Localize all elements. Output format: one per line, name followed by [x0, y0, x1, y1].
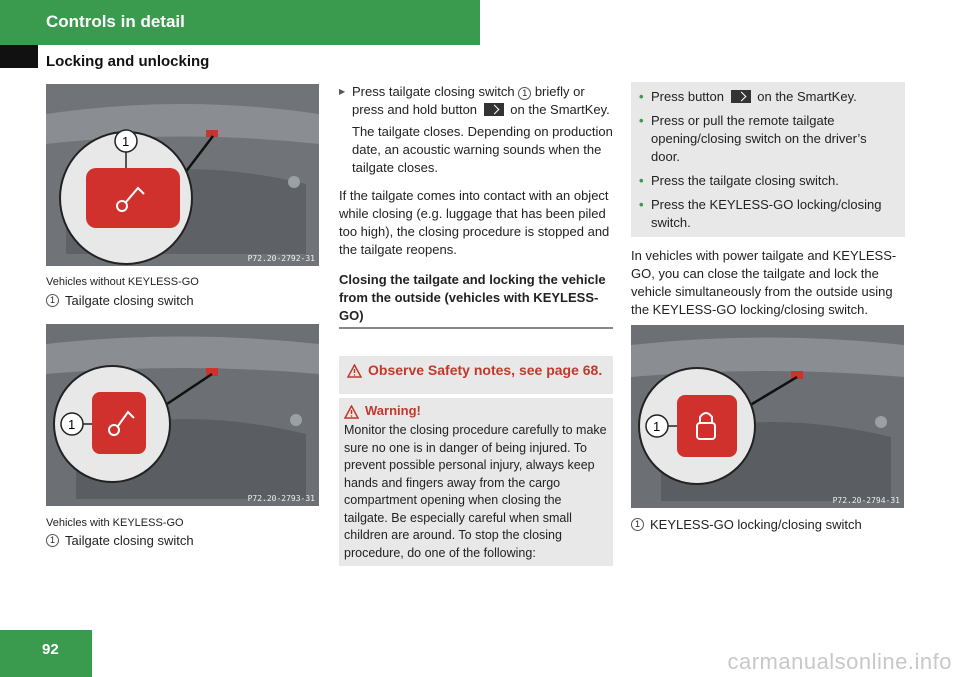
figure3-callout: [631, 517, 862, 532]
bullet-text: Press button: [651, 89, 724, 104]
bullet-item: • Press the tailgate closing switch.: [639, 172, 897, 190]
warning-triangle-icon: [347, 364, 362, 378]
figure1-callout: [46, 293, 194, 308]
warning-title: Warning!: [365, 403, 421, 418]
bullet-item: [639, 88, 897, 106]
section-title: Controls in detail: [46, 12, 185, 31]
svg-text:1: 1: [122, 134, 130, 149]
photo-tailgate-1: [46, 84, 319, 266]
svg-text:1: 1: [68, 417, 76, 432]
smartkey-close-button-icon: [731, 90, 751, 103]
figure2-subcaption: Vehicles with KEYLESS-GO: [46, 517, 184, 529]
instruction-step: [339, 83, 613, 119]
figure-tailgate-switch-2: [46, 324, 319, 506]
warning-triangle-icon: [344, 405, 359, 419]
paragraph: If the tailgate comes into contact with an object while closing (e.g. luggage that has been piled too high), the closing procedure is stopped and the tailgate reopens.: [339, 188, 610, 257]
safety-notice-text: Observe Safety notes, see page 68.: [368, 362, 603, 378]
warning-header: [344, 403, 608, 419]
svg-text:1: 1: [653, 419, 661, 434]
right-paragraph: In vehicles with power tailgate and KEYLESS-GO, you can close the tailgate and lock the vehicle simultaneously from the outside using the KEYLESS-GO locking/closing switch.: [631, 248, 897, 317]
stop-options-box: [631, 82, 905, 237]
callout-number: 1: [631, 518, 644, 531]
callout-number: 1: [46, 534, 59, 547]
callout-number: 1: [46, 294, 59, 307]
figure-tailgate-switch-1: [46, 84, 319, 266]
callout-number: 1: [518, 87, 531, 100]
callout-text: KEYLESS-GO locking/closing switch: [650, 517, 862, 532]
bullet-text: on the SmartKey.: [757, 89, 857, 104]
step-text: briefly or press and hold button: [352, 84, 585, 117]
section-heading: Closing the tailgate and locking the vehicle from the outside (vehicles with KEYLESS-GO): [339, 272, 606, 323]
figure-code: P72.20-2794-31: [832, 496, 900, 505]
divider: [339, 327, 613, 329]
step-text: on the SmartKey.: [510, 102, 610, 117]
warning-text: Monitor the closing procedure carefully to make sure no one is in danger of being injured. To prevent possible personal injury, always keep hands and fingers away from the cargo compartment opening when closing the tailgate. Be especially careful when small children are around. To stop the closing procedure, do one of the following:: [344, 423, 607, 560]
step-result: The tailgate closes. Depending on production date, an acoustic warning sounds when the tailgate closes.: [352, 124, 613, 175]
bullet-item: • Press the KEYLESS-GO locking/closing switch.: [639, 196, 897, 232]
figure-keyless-go-switch: [631, 325, 904, 508]
middle-column: [339, 83, 613, 329]
warning-box: [339, 398, 613, 566]
figure2-callout: [46, 533, 194, 548]
smartkey-close-button-icon: [484, 103, 504, 116]
callout-text: Tailgate closing switch: [65, 293, 194, 308]
page-number: 92: [42, 641, 59, 658]
safety-notice-box: [339, 356, 613, 394]
step-text: Press tailgate closing switch: [352, 84, 515, 99]
figure-code: P72.20-2793-31: [247, 494, 315, 503]
photo-tailgate-3: [631, 325, 904, 508]
figure1-subcaption: Vehicles without KEYLESS-GO: [46, 276, 199, 288]
section-tab: [0, 45, 38, 68]
callout-text: Tailgate closing switch: [65, 533, 194, 548]
figure-code: P72.20-2792-31: [247, 254, 315, 263]
bullet-item: • Press or pull the remote tailgate opening/closing switch on the driver’s door.: [639, 112, 897, 166]
watermark: carmanualsonline.info: [727, 649, 952, 674]
safety-notice: [347, 362, 605, 378]
photo-tailgate-2: [46, 324, 319, 506]
subsection-title: Locking and unlocking: [46, 53, 210, 70]
